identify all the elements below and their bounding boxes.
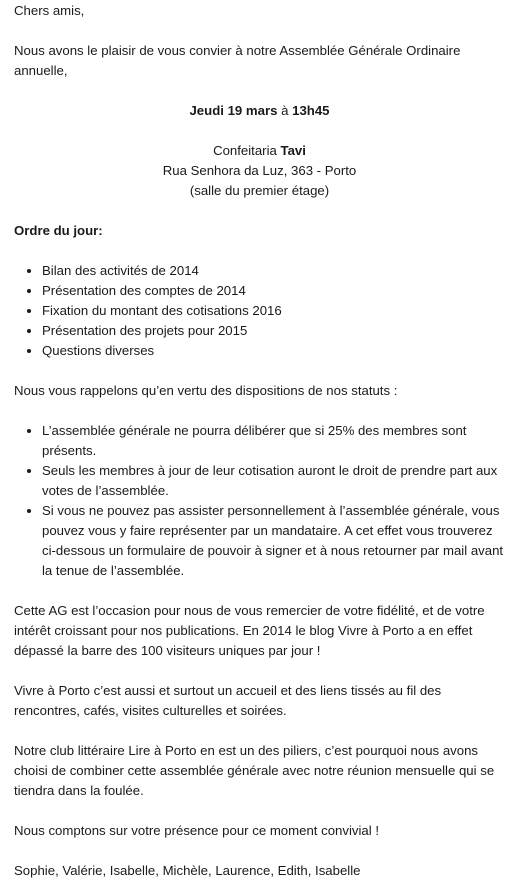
meeting-date: [14, 101, 505, 121]
agenda-title: Ordre du jour:: [14, 223, 103, 238]
intro-text: Nous avons le plaisir de vous convier à notre Assemblée Générale Ordinaire annuelle,: [14, 43, 461, 78]
time-label: 13h45: [292, 103, 330, 118]
statute-item: • L’assemblée générale ne pourra délibérer que si 25% des membres sont présents.: [42, 421, 505, 461]
agenda-list: [14, 261, 505, 361]
statutes-intro: Nous vous rappelons qu’en vertu des dispositions de nos statuts :: [14, 383, 398, 398]
signatures: Sophie, Valérie, Isabelle, Michèle, Laurence, Edith, Isabelle: [14, 863, 361, 878]
venue-address: Rua Senhora da Luz, 363 - Porto: [162, 163, 357, 178]
statute-item: • Seuls les membres à jour de leur cotisation auront le droit de prendre part aux votes de l’assemblée.: [42, 461, 505, 501]
agenda-item: • Questions diverses: [42, 341, 505, 361]
club-paragraph: Notre club littéraire Lire à Porto en est un des piliers, c’est pourquoi nous avons choisi de combiner cette assemblée générale avec notre réunion mensuelle qui se tiendra dans la foulée.: [14, 743, 495, 798]
date-label: Jeudi 19 mars: [189, 103, 278, 118]
venue-name: Tavi: [280, 143, 306, 158]
venue-line: [14, 141, 505, 161]
venue-prefix: Confeitaria: [213, 143, 281, 158]
statutes-list: [14, 421, 505, 581]
welcome-paragraph: Vivre à Porto c’est aussi et surtout un accueil et des liens tissés au fil des rencontres, cafés, visites culturelles et soirées.: [14, 683, 442, 718]
closing-line: Nous comptons sur votre présence pour ce moment convivial !: [14, 823, 380, 838]
greeting: Chers amis,: [14, 3, 85, 18]
date-conjunction: à: [277, 103, 293, 118]
statute-item: • Si vous ne pouvez pas assister personnellement à l’assemblée générale, vous pouvez vous y faire représenter par un mandataire. A cet effet vous trouverez ci-dessous un formulaire de pouvoir à signer et à nous retourner par mail avant la tenue de l’assemblée.: [42, 501, 505, 581]
thanks-paragraph: Cette AG est l’occasion pour nous de vous remercier de votre fidélité, et de votre intérêt croissant pour nos publications. En 2014 le blog Vivre à Porto a en effet dépassé la barre des 100 visiteurs uniques par jour !: [14, 603, 485, 658]
agenda-item: • Présentation des projets pour 2015: [42, 321, 505, 341]
agenda-item: • Présentation des comptes de 2014: [42, 281, 505, 301]
venue-floor: (salle du premier étage): [189, 183, 330, 198]
agenda-item: • Bilan des activités de 2014: [42, 261, 505, 281]
agenda-item: • Fixation du montant des cotisations 2016: [42, 301, 505, 321]
